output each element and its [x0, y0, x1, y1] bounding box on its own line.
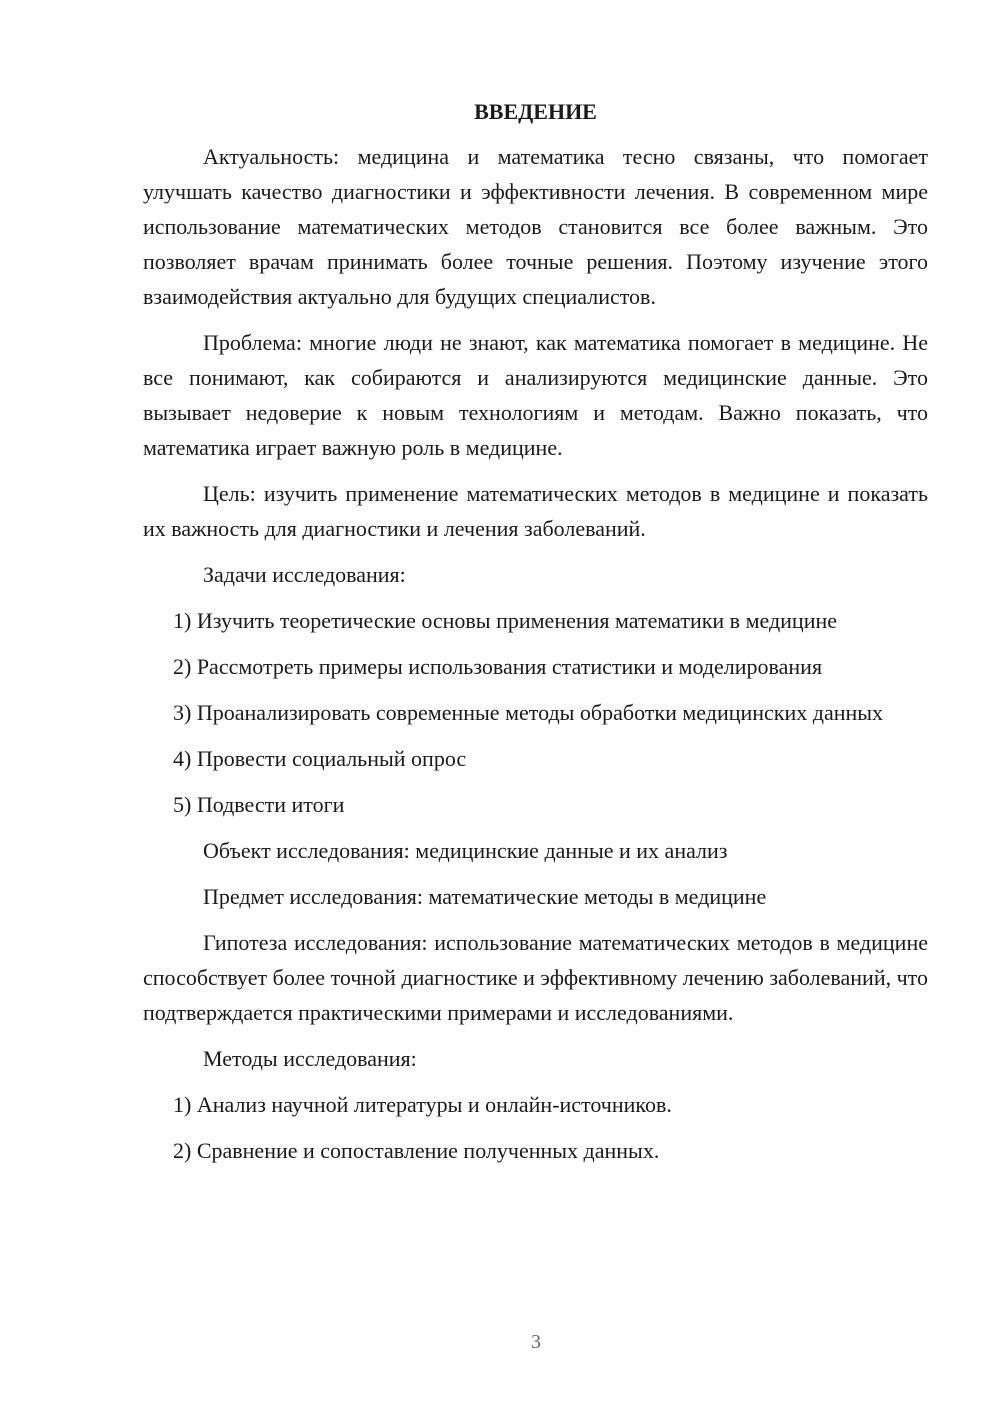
page-number: 3 — [531, 1331, 541, 1353]
paragraph-subject: Предмет исследования: математические методы в медицине — [203, 884, 767, 909]
section-title: ВВЕДЕНИЕ — [474, 99, 597, 124]
paragraph-methods-heading: Методы исследования: — [203, 1046, 417, 1071]
paragraph-goal: Цель: изучить применение математических методов в медицине и показать их важность для диагностики и лечения заболеваний. — [143, 481, 928, 541]
list-item-task-3: 3) Проанализировать современные методы обработки медицинских данных — [173, 700, 884, 725]
list-item-method-2: 2) Сравнение и сопоставление полученных данных. — [173, 1138, 660, 1163]
list-item-task-1: 1) Изучить теоретические основы применения математики в медицине — [173, 608, 838, 633]
list-item-method-1: 1) Анализ научной литературы и онлайн-источников. — [173, 1092, 672, 1117]
list-item-task-4: 4) Провести социальный опрос — [173, 746, 467, 771]
paragraph-tasks-heading: Задачи исследования: — [203, 562, 406, 587]
list-item-task-5: 5) Подвести итоги — [173, 792, 345, 817]
paragraph-object: Объект исследования: медицинские данные и их анализ — [203, 838, 728, 863]
paragraph-hypothesis: Гипотеза исследования: использование математических методов в медицине способствует более точной диагностике и эффективному лечению заболеваний, что подтверждается практическими примерами и исследованиями. — [143, 930, 928, 1025]
paragraph-relevance: Актуальность: медицина и математика тесно связаны, что помогает улучшать качество диагностики и эффективности лечения. В современном мире использование математических методов становится все более важным. Это позволяет врачам принимать более точные решения. Поэтому изучение этого взаимодействия актуально для будущих специалистов. — [143, 144, 928, 309]
paragraph-problem: Проблема: многие люди не знают, как математика помогает в медицине. Не все понимают, как собираются и анализируются медицинские данные. Это вызывает недоверие к новым технологиям и методам. Важно показать, что математика играет важную роль в медицине. — [143, 330, 928, 460]
list-item-task-2: 2) Рассмотреть примеры использования статистики и моделирования — [173, 654, 823, 679]
document-body — [143, 94, 928, 1179]
